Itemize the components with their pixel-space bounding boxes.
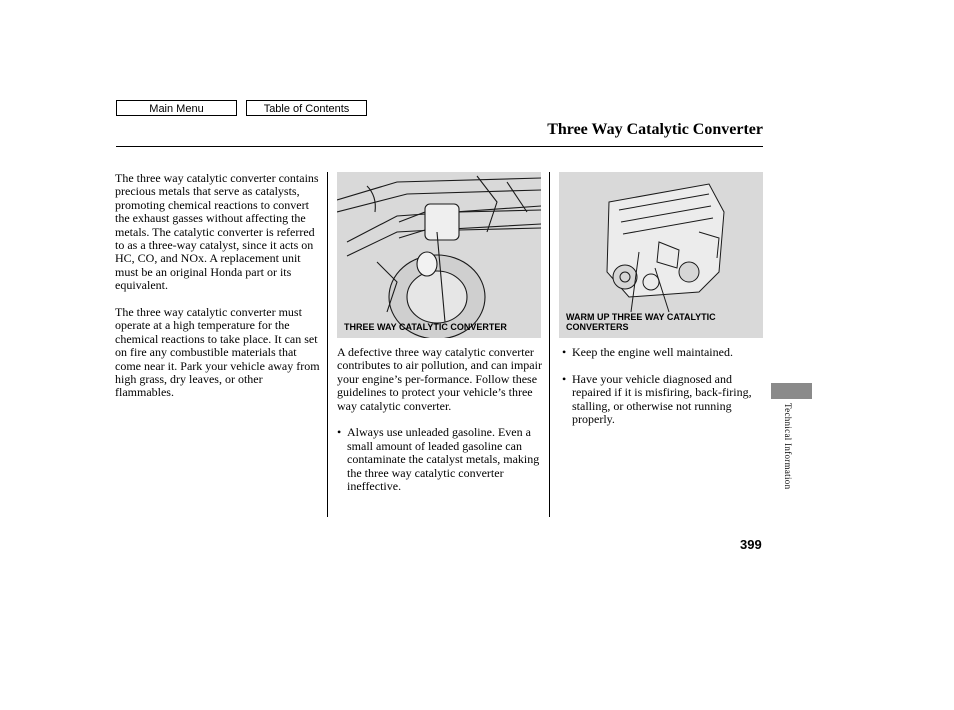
main-menu-button[interactable]: Main Menu — [116, 100, 237, 116]
list-item — [337, 426, 545, 493]
column-divider-1 — [327, 172, 328, 517]
column-2 — [337, 346, 545, 507]
table-of-contents-button[interactable]: Table of Contents — [246, 100, 367, 116]
section-tab-label: Technical Information — [783, 403, 793, 490]
section-tab[interactable] — [771, 383, 812, 399]
column-1 — [115, 172, 320, 413]
page-number: 399 — [740, 537, 762, 552]
list-item-text: Keep the engine well maintained. — [572, 345, 733, 359]
column-divider-2 — [549, 172, 550, 517]
title-rule — [116, 146, 763, 147]
bullet-icon: • — [562, 371, 567, 386]
catalytic-converter-illustration — [337, 172, 541, 338]
list-item-text: Have your vehicle diagnosed and repaired if it is misfiring, back-firing, stalling, or otherwise not running properly. — [572, 371, 752, 427]
intro-paragraph: The three way catalytic converter contains precious metals that serve as catalysts, promoting chemical reactions to convert the exhaust gasses without affecting the metals. The catalytic converter is referred to as a three-way catalyst, since it acts on HC, CO, and NOx. A replacement unit must be an original Honda part or its equivalent. — [115, 171, 319, 293]
figure-caption: WARM UP THREE WAY CATALYTIC CONVERTERS — [566, 312, 716, 332]
figure-three-way-converter — [337, 172, 541, 338]
figure-warm-up-converters — [559, 172, 763, 338]
heat-warning-paragraph: The three way catalytic converter must operate at a high temperature for the chemical reactions to take place. It can set on fire any combustible materials that come near it. Park your vehicle away from high grass, dry leaves, or other flammables. — [115, 305, 320, 400]
column-3 — [562, 346, 762, 440]
defect-paragraph: A defective three way catalytic converter contributes to air pollution, and can impair your engine’s per-formance. Follow these guidelines to protect your vehicle’s three way catalytic converter. — [337, 345, 542, 413]
list-item — [562, 373, 762, 427]
page-title: Three Way Catalytic Converter — [547, 121, 763, 138]
list-item-text: Always use unleaded gasoline. Even a small amount of leaded gasoline can contaminate the catalyst metals, making the three way catalytic converter ineffective. — [347, 425, 540, 494]
figure-caption: THREE WAY CATALYTIC CONVERTER — [344, 322, 507, 332]
bullet-icon: • — [337, 425, 342, 440]
list-item — [562, 346, 762, 359]
bullet-icon: • — [562, 345, 567, 359]
